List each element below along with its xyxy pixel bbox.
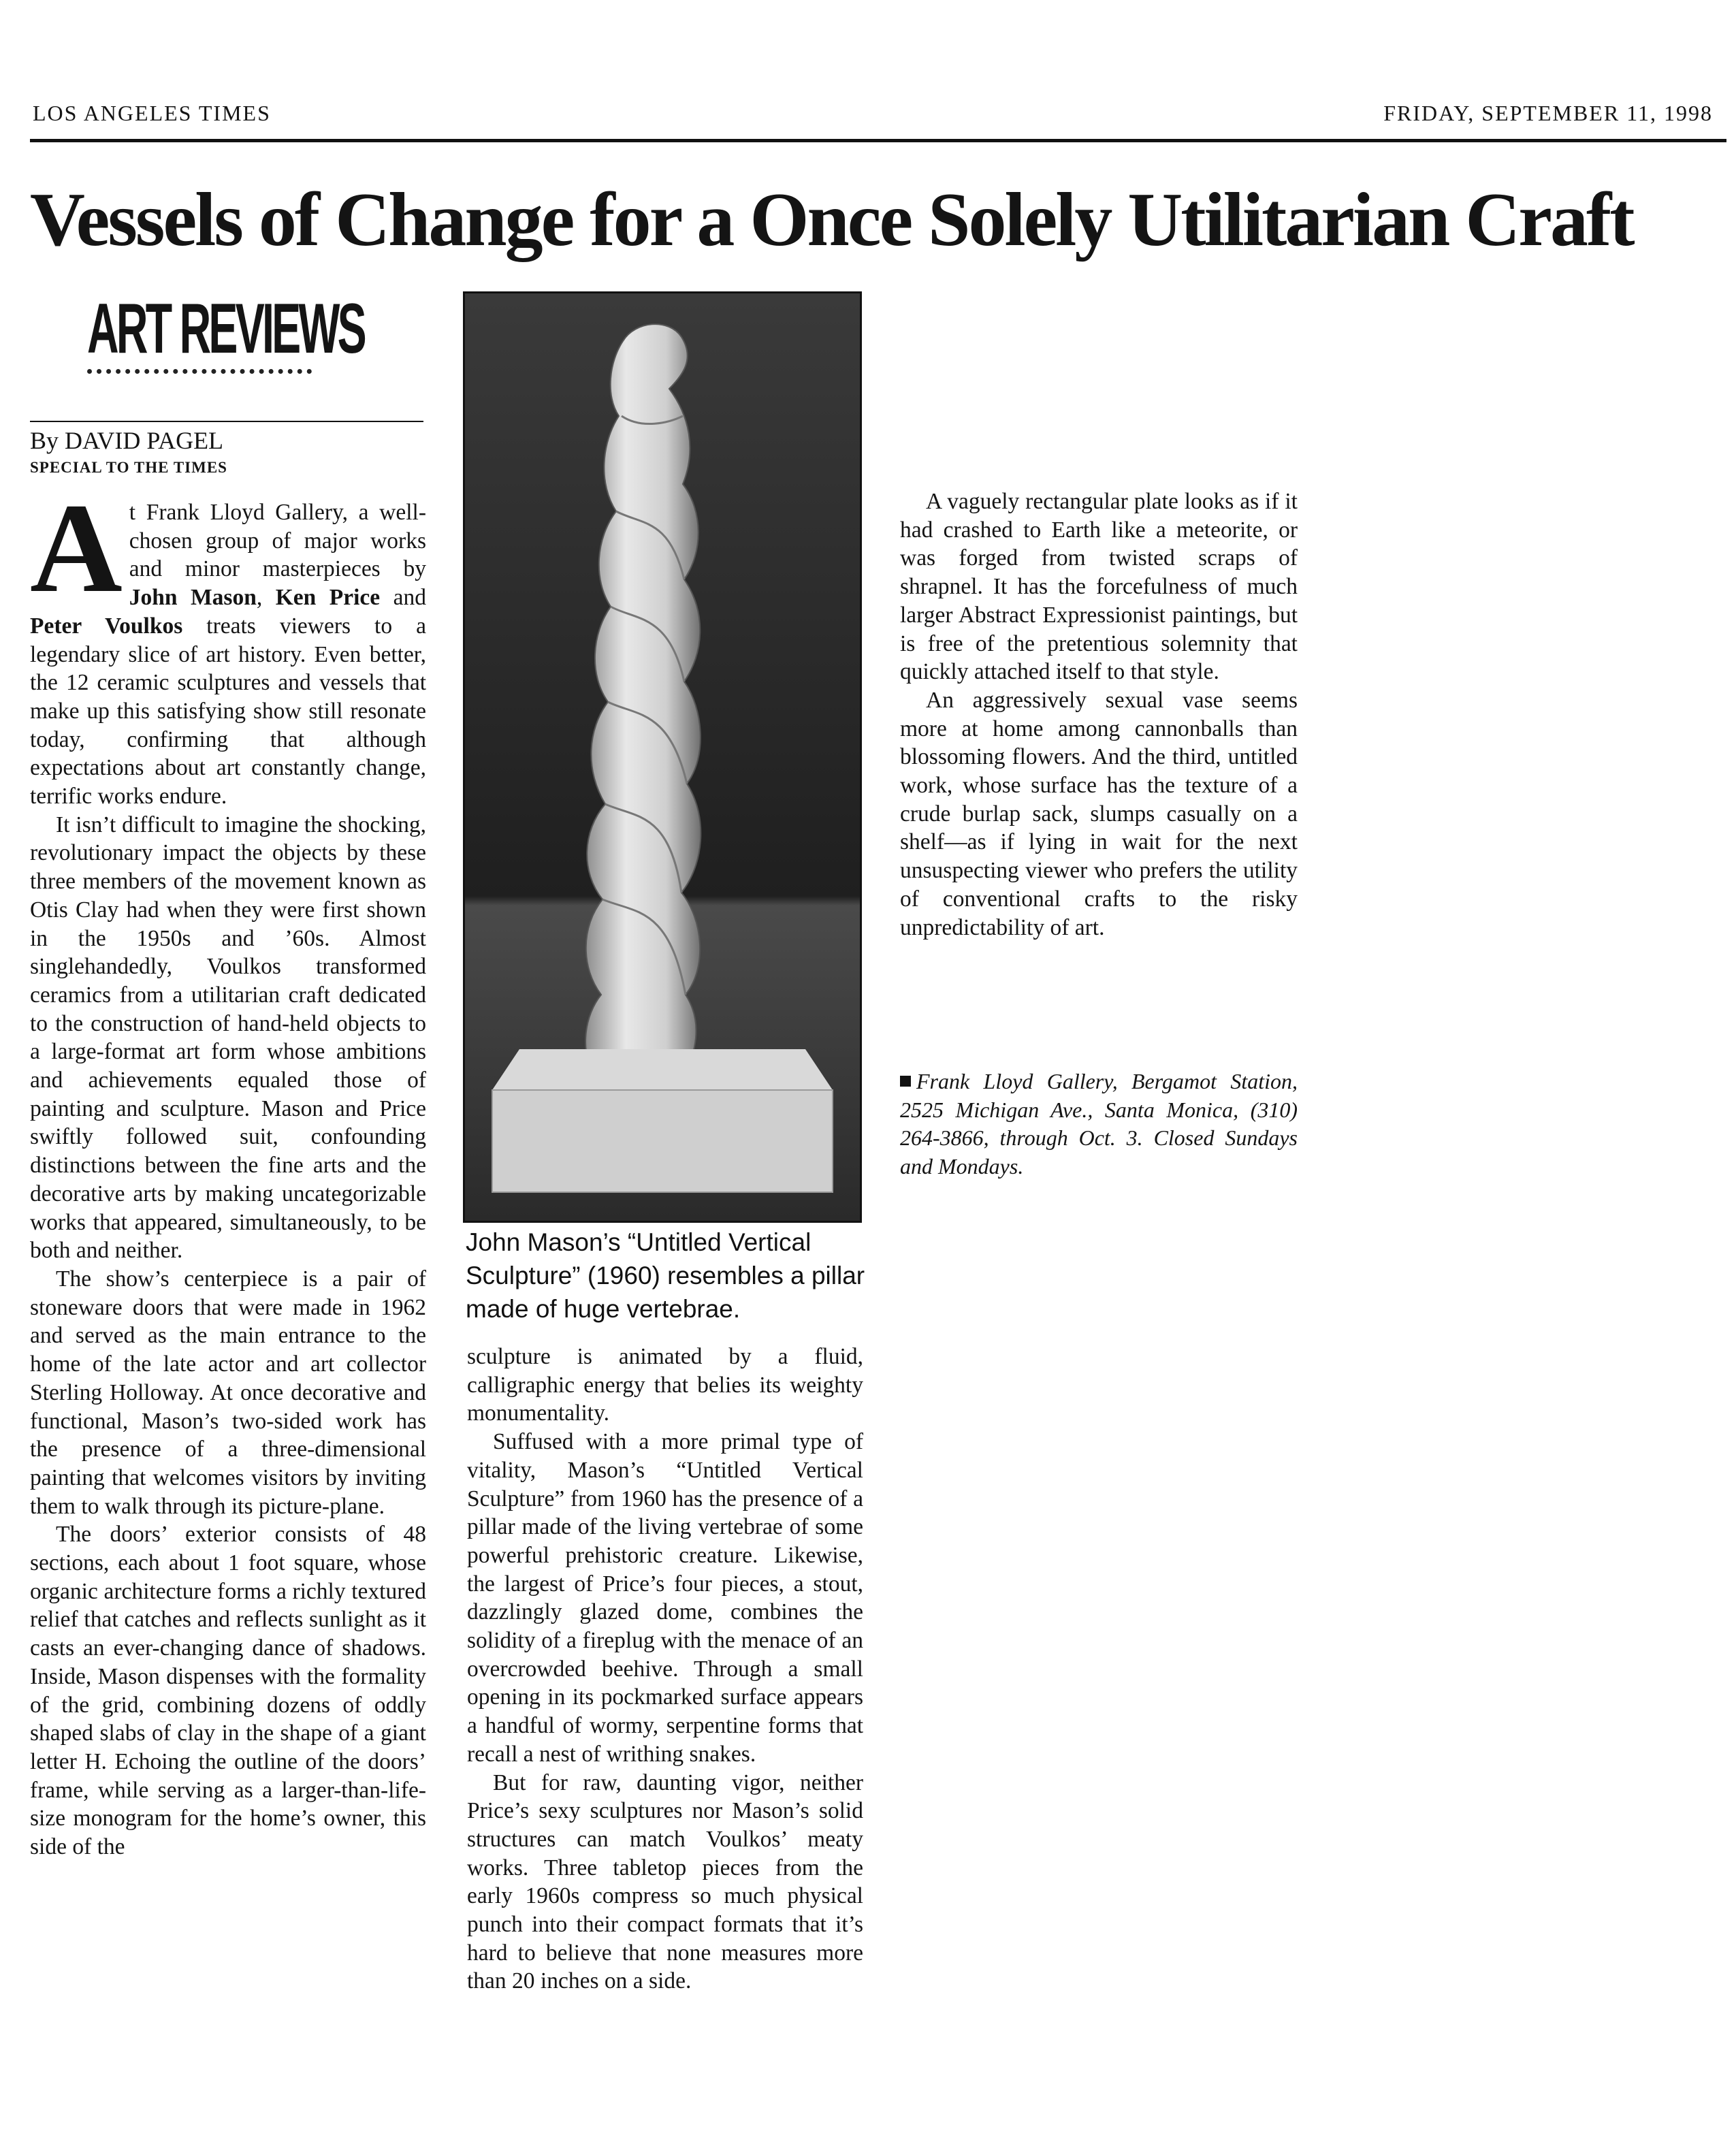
article-column-3 <box>900 487 1298 942</box>
publication-date: FRIDAY, SEPTEMBER 11, 1998 <box>1383 101 1713 125</box>
article-paragraph-3: The show’s centerpiece is a pair of stoneware doors that were made in 1962 and served as the main entrance to the home of the late actor and art collector Sterling Holloway. At once decorative and functional, Mason’s two-sided work has the presence of a three-dimensional painting that welcomes visitors by inviting them to walk through its picture-plane. <box>30 1266 426 1519</box>
article-column-2 <box>467 1343 863 1996</box>
artist-name: Peter Voulkos <box>30 613 183 639</box>
headline: Vessels of Change for a Once Solely Utilitarian Craft <box>30 178 1633 262</box>
gallery-info-text: Frank Lloyd Gallery, Bergamot Station, 2525 Michigan Ave., Santa Monica, (310) 264-3866, through Oct. 3. Closed Sundays and Mondays. <box>900 1069 1298 1179</box>
article-paragraph-2: It isn’t difficult to imagine the shocking, revolutionary impact the objects by these three members of the movement known as Otis Clay had when they were first shown in the 1950s and ’60s. Almost singlehandedly, Voulkos transformed ceramics from a utilitarian craft dedicated to the construction of hand-held objects to a large-format art form whose ambitions and achievements equaled those of painting and sculpture. Mason and Price swiftly followed suit, confounding distinctions between the fine arts and the decorative arts by making uncategorizable works that appeared, simultaneously, to be both and neither. <box>30 812 426 1264</box>
sculpture-photo <box>463 291 862 1223</box>
photo-caption: John Mason’s “Untitled Vertical Sculpture” (1960) resembles a pillar made of huge vertebrae. <box>466 1228 865 1323</box>
sculpture-illustration <box>465 293 860 1221</box>
drop-cap: A <box>30 477 123 619</box>
paragraph-text: treats viewers to a legendary slice of art history. Even better, the 12 ceramic sculptures and vessels that make up this satisfying show still resonate today, confirming that although expectations about art constantly change, terrific works endure. <box>30 613 426 810</box>
article-paragraph-6: Suffused with a more primal type of vitality, Mason’s “Untitled Vertical Sculpture” from 1960 has the presence of a pillar made of the living vertebrae of some powerful prehistoric creature. Likewise, the largest of Price’s four pieces, a stout, dazzlingly glazed dome, combines the solidity of a fireplug with the menace of an overcrowded beehive. Through a small opening in its pockmarked surface appears a handful of wormy, serpentine forms that recall a nest of writhing snakes. <box>467 1429 863 1767</box>
article-paragraph-5: sculpture is animated by a fluid, calligraphic energy that belies its weighty monumentality. <box>467 1344 863 1426</box>
artist-name: Ken Price <box>275 585 381 611</box>
kicker-word-2: REVIEWS <box>179 289 364 368</box>
article-paragraph-9: An aggressively sexual vase seems more at home among cannonballs than blossoming flowers. And the third, untitled work, whose surface has the texture of a crude burlap sack, slumps casually on a shelf—as if lying in wait for the next unsuspecting viewer who prefers the utility of conventional crafts to the risky unpredictability of art. <box>900 687 1298 940</box>
kicker-dotted-rule <box>87 369 312 374</box>
byline-role: SPECIAL TO THE TIMES <box>30 459 227 476</box>
publication-name: LOS ANGELES TIMES <box>33 101 271 125</box>
artist-name: John Mason <box>129 585 257 611</box>
kicker-word-1: ART <box>87 289 170 368</box>
paragraph-text: and <box>380 585 427 611</box>
article-paragraph-4: The doors’ exterior consists of 48 sections, each about 1 foot square, whose organic architecture forms a richly textured relief that catches and reflects sunlight as it casts an ever-changing dance of shadows. Inside, Mason dispenses with the formality of the grid, combining dozens of oddly shaped slabs of clay in the shape of a giant letter H. Echoing the outline of the doors’ frame, while serving as a larger-than-life-size monogram for the home’s owner, this side of the <box>30 1522 426 1860</box>
article-column-1 <box>30 477 427 1861</box>
article-paragraph-8: A vaguely rectangular plate looks as if it had crashed to Earth like a meteorite, or was forged from twisted scraps of shrapnel. It has the forcefulness of much larger Abstract Expressionist paintings, but is free of the pretentious solemnity that quickly attached itself to that style. <box>900 489 1298 685</box>
gallery-info <box>900 1068 1298 1181</box>
paragraph-text: , <box>256 585 276 611</box>
article-paragraph-1 <box>30 477 427 811</box>
byline-rule <box>30 421 423 422</box>
article-paragraph-7: But for raw, daunting vigor, neither Price’s sexy sculptures nor Mason’s solid structures can match Voulkos’ meaty works. Three tabletop pieces from the early 1960s compress so much physical punch into their compact formats that it’s hard to believe that none measures more than 20 inches on a side. <box>467 1769 863 1994</box>
byline: By DAVID PAGEL <box>30 427 224 454</box>
header-rule <box>30 139 1726 142</box>
square-bullet-icon <box>900 1076 911 1087</box>
section-kicker <box>87 289 364 370</box>
paragraph-text: t Frank Lloyd Gallery, a well-chosen group of major works and minor masterpieces by <box>129 500 426 582</box>
